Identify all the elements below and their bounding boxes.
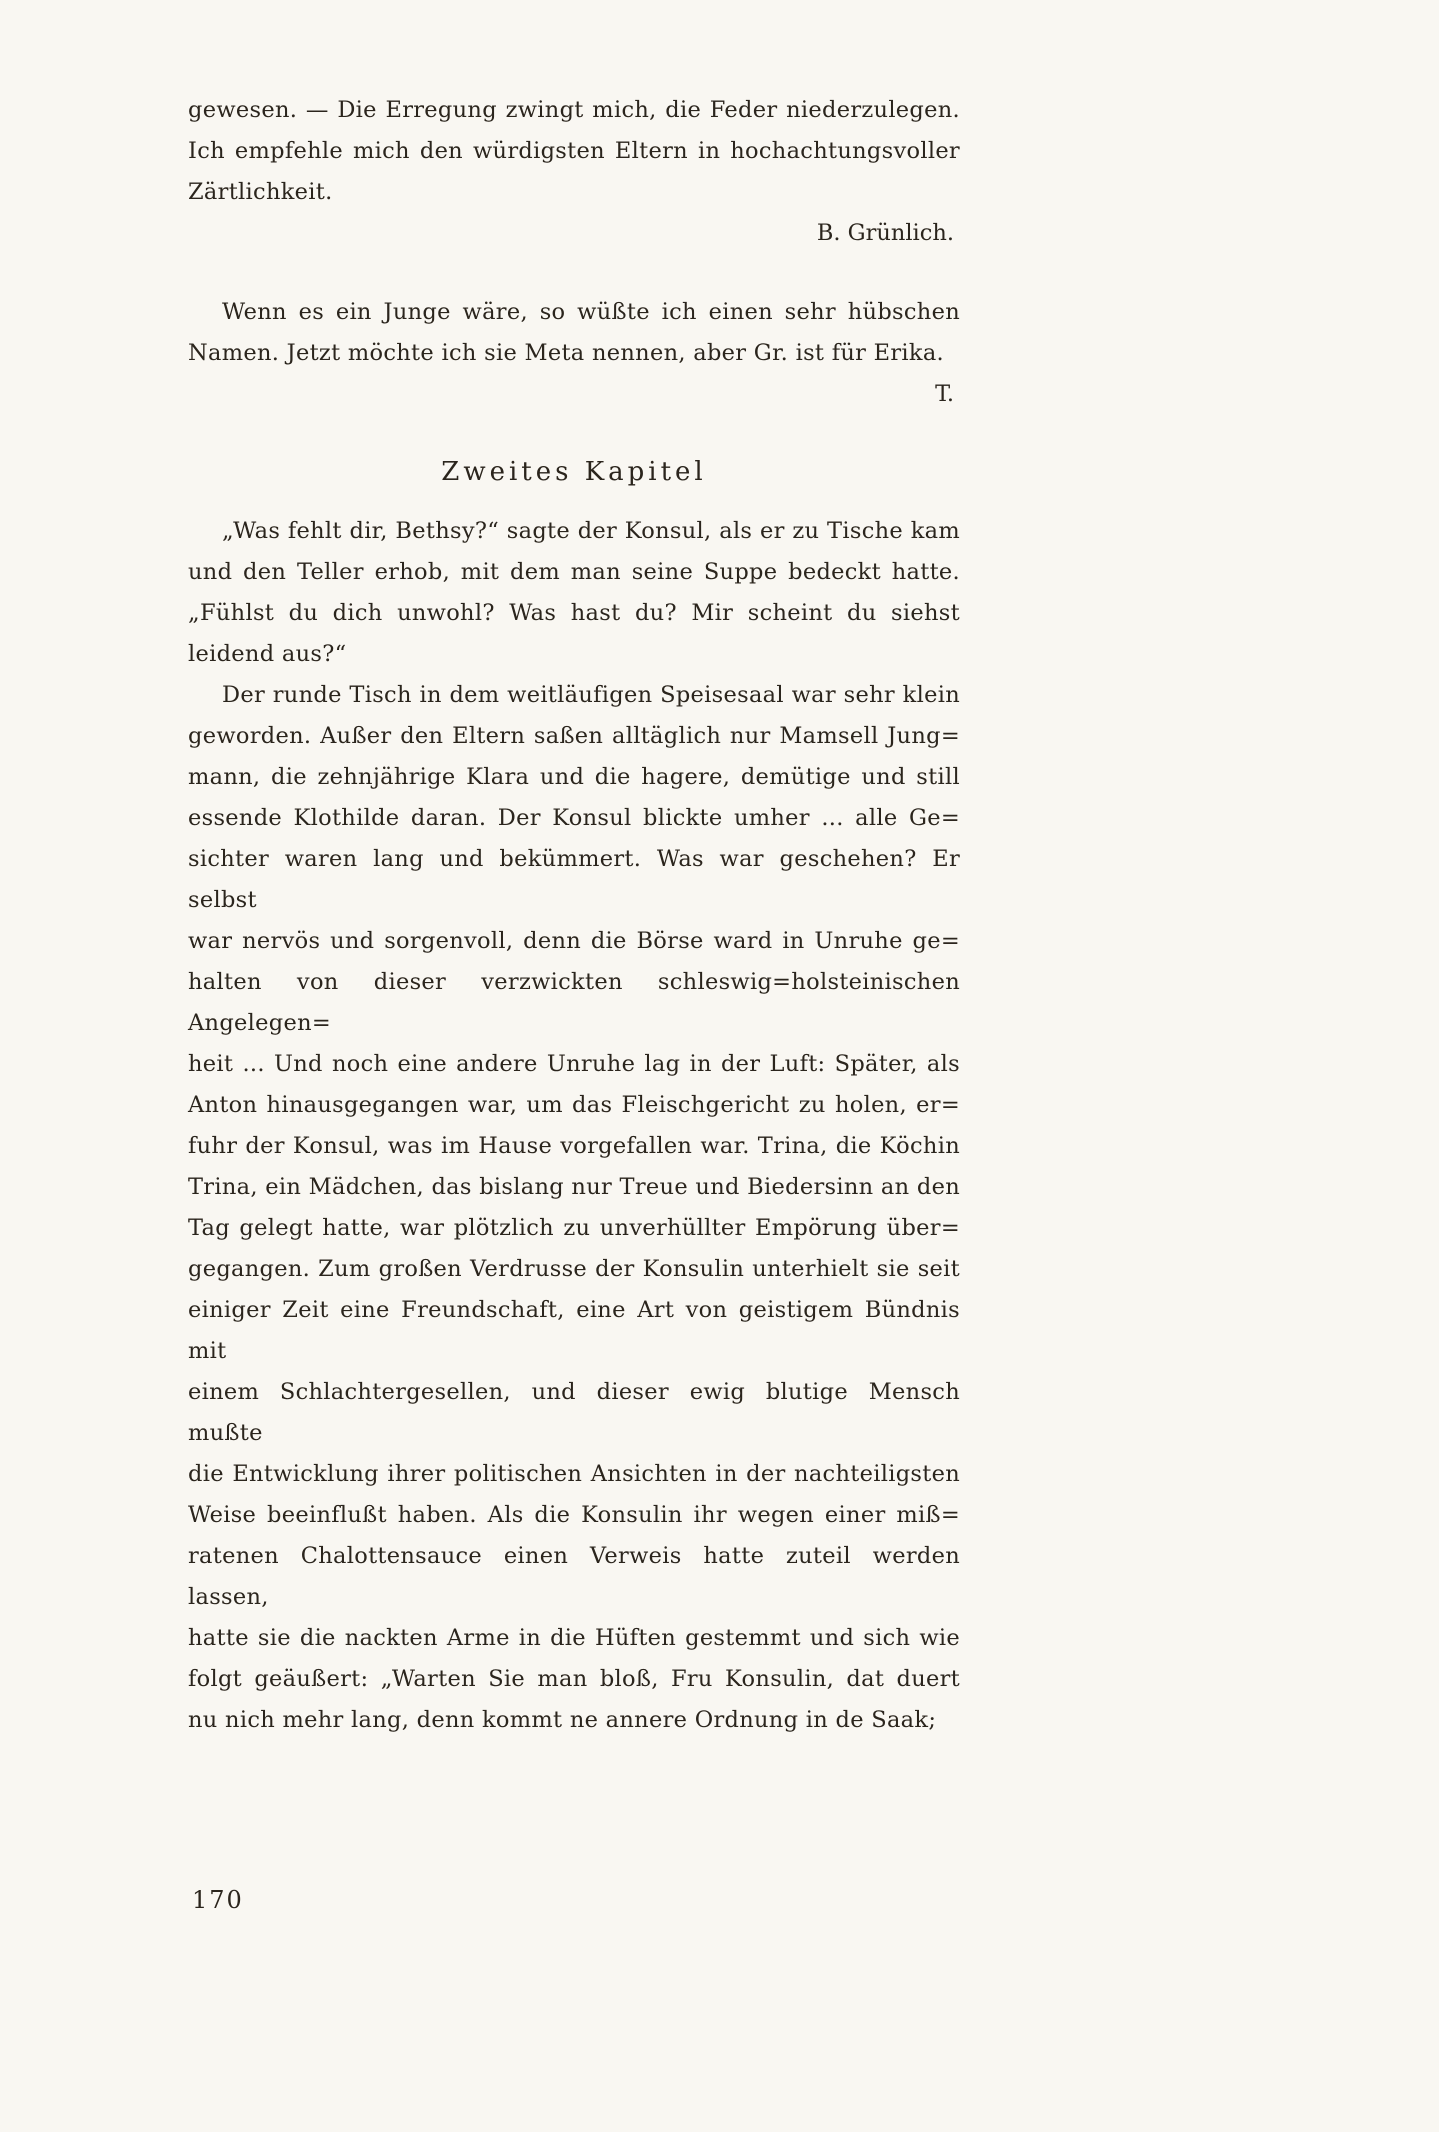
text-line: sichter waren lang und bekümmert. Was war geschehen? Er selbst <box>188 846 960 913</box>
chapter-paragraph-1 <box>188 511 960 675</box>
text-line: fuhr der Konsul, was im Hause vorgefallen war. Trina, die Köchin <box>188 1133 960 1159</box>
postscript-paragraph <box>188 292 960 374</box>
text-line: Zärtlichkeit. <box>188 179 333 205</box>
text-line: gegangen. Zum großen Verdrusse der Konsulin unterhielt sie seit <box>188 1256 960 1282</box>
text-line: „Was fehlt dir, Bethsy?“ sagte der Konsul, als er zu Tische kam <box>222 518 960 544</box>
postscript-initial: T. <box>935 381 954 407</box>
text-column <box>188 90 960 1741</box>
text-line: mann, die zehnjährige Klara und die hagere, demütige und still <box>188 764 960 790</box>
text-line: geworden. Außer den Eltern saßen alltäglich nur Mamsell Jung= <box>188 723 960 749</box>
page-number: 170 <box>192 1886 244 1914</box>
text-line: Wenn es ein Junge wäre, so wüßte ich einen sehr hübschen <box>222 299 960 325</box>
text-line: Ich empfehle mich den würdigsten Eltern in hochachtungsvoller <box>188 138 960 164</box>
chapter-heading: Zweites Kapitel <box>441 457 707 487</box>
postscript-block <box>188 292 960 415</box>
chapter-paragraph-2 <box>188 675 960 1741</box>
letter-closing-paragraph <box>188 90 960 213</box>
text-line: ratenen Chalottensauce einen Verweis hatte zuteil werden lassen, <box>188 1543 960 1610</box>
text-line: halten von dieser verzwickten schleswig=holsteinischen Angelegen= <box>188 969 960 1036</box>
text-line: gewesen. — Die Erregung zwingt mich, die Feder niederzulegen. <box>188 97 960 123</box>
text-line: nu nich mehr lang, denn kommt ne annere Ordnung in de Saak; <box>188 1707 937 1733</box>
text-line: Namen. Jetzt möchte ich sie Meta nennen, aber Gr. ist für Erika. <box>188 340 945 366</box>
text-line: die Entwicklung ihrer politischen Ansichten in der nachteiligsten <box>188 1461 960 1487</box>
text-line: hatte sie die nackten Arme in die Hüften gestemmt und sich wie <box>188 1625 960 1651</box>
text-line: einem Schlachtergesellen, und dieser ewig blutige Mensch mußte <box>188 1379 960 1446</box>
text-line: essende Klothilde daran. Der Konsul blickte umher ... alle Ge= <box>188 805 960 831</box>
text-line: und den Teller erhob, mit dem man seine Suppe bedeckt hatte. <box>188 559 960 585</box>
text-line: Tag gelegt hatte, war plötzlich zu unverhüllter Empörung über= <box>188 1215 960 1241</box>
text-line: Anton hinausgegangen war, um das Fleischgericht zu holen, er= <box>188 1092 960 1118</box>
text-line: Trina, ein Mädchen, das bislang nur Treue und Biedersinn an den <box>188 1174 960 1200</box>
text-line: Der runde Tisch in dem weitläufigen Speisesaal war sehr klein <box>222 682 960 708</box>
text-line: folgt geäußert: „Warten Sie man bloß, Fru Konsulin, dat duert <box>188 1666 960 1692</box>
text-line: war nervös und sorgenvoll, denn die Börse ward in Unruhe ge= <box>188 928 960 954</box>
text-line: leidend aus?“ <box>188 641 347 667</box>
text-line: Weise beeinflußt haben. Als die Konsulin ihr wegen einer miß= <box>188 1502 960 1528</box>
letter-signature: B. Grünlich. <box>816 220 954 246</box>
text-line: heit ... Und noch eine andere Unruhe lag in der Luft: Später, als <box>188 1051 960 1077</box>
text-line: „Fühlst du dich unwohl? Was hast du? Mir scheint du siehst <box>188 600 960 626</box>
text-line: einiger Zeit eine Freundschaft, eine Art von geistigem Bündnis mit <box>188 1297 960 1364</box>
